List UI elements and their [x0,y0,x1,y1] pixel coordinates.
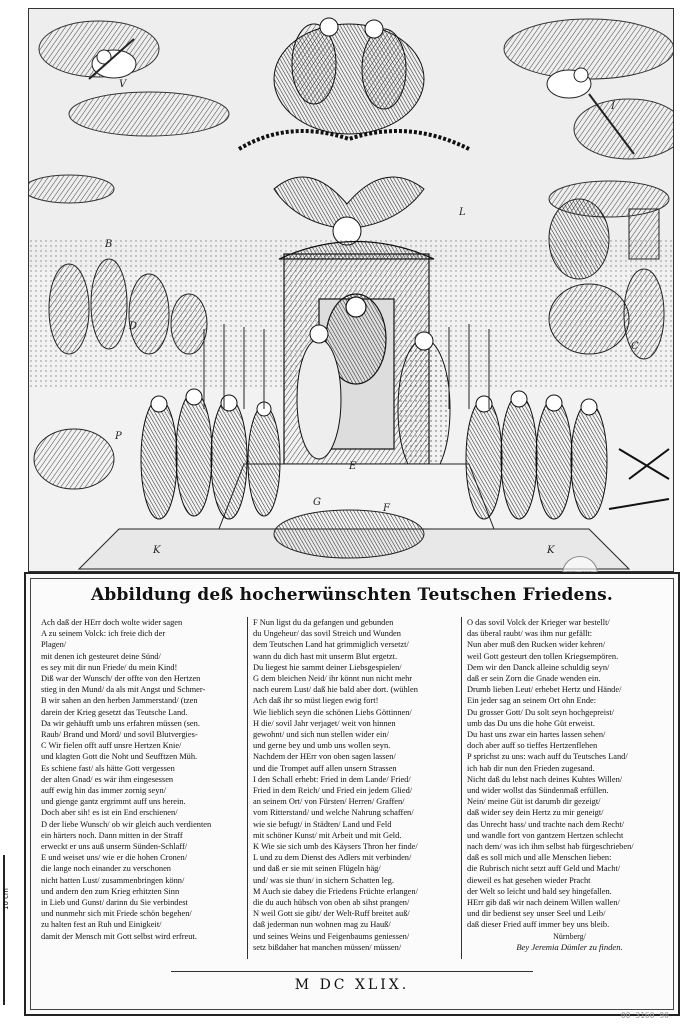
verse-line: weil Gott gesteurt den tollen Kriegsempören. [467,651,619,661]
verse-line: daß dieser Fried auff immer bey uns bleib. [467,920,610,930]
verse-line: und die Trompet auff allen unsern Strassen [253,763,397,773]
verse-line: erweckt er uns auß unserm Sünden-Schlaff/ [41,842,188,852]
verse-line: Nein/ meine Güt ist darumb dir gezeigt/ [467,797,601,807]
verse-line: und wider wollst das Sündenmaß erfüllen. [467,786,609,796]
verse-line: mit schöner Kunst/ mit Arbeit und mit Geld. [253,830,402,840]
plate-letter: E [349,461,357,472]
verse-line: Du liegest hie sammt deiner Liebsgespielen/ [253,662,402,672]
defeated-figures [274,510,424,558]
verse-line: N weil Gott sie gibt/ der Welt-Ruff breitet auß/ [253,909,410,919]
verse-line: Doch aber sih! es ist ein End erschienen/ [41,808,178,818]
column-divider [247,617,248,959]
verse-line: Drumb lieben Leut/ erhebet Hertz und Hände/ [467,685,622,695]
verse-line: Nicht daß du lebst nach deines Kuhtes Willen/ [467,774,623,784]
verse-line: zu halten fest an Ruh und Einigkeit/ [41,920,162,930]
verse-line: die Rubrisch nicht setzt auff Geld und Macht/ [467,864,621,874]
verse-line: M Auch sie dabey die Friedens Früchte erlangen/ [253,886,418,896]
verse-line: C Wir fielen offt auff unsre Hertzen Knie/ [41,741,182,751]
broadsheet-title: Abbildung deß hocherwünschten Teutschen Friedens. [90,585,614,605]
plate-letter: I [611,101,615,112]
verse-line: vom Ritterstand/ und welche Nahrung schaffen/ [253,808,414,818]
verse-line: und gerne bey und umb uns wollen seyn. [253,741,391,751]
plate-letter: V [119,79,127,90]
verse-line: der alten Gnad/ es wär ihm eingesessen [41,774,174,784]
verse-line: daß es soll mich und alle Menschen lieben: [467,853,612,863]
printer-imprint: Bey Jeremia Dümler zu finden. [516,941,623,952]
printer-place: Nürnberg/ [553,931,586,941]
verse-line: und daß er sie mit seinen Flügeln häg/ [253,864,381,874]
verse-line: D der liebe Wunsch/ ob wir gleich auch verdienten [41,819,212,829]
verse-line: Diß war der Wunsch/ der offte von den Hertzen [41,674,201,684]
verse-line: Fried in dem Reich/ und Fried ein jedem Glied/ [253,786,413,796]
engraving-illustration [28,8,674,572]
weapons [609,449,669,509]
column-divider [461,617,462,959]
verse-line: und seines Weins und Feigenbaums geniessen/ [253,931,410,941]
verse-line: und wandle fort von gantzem Hertzen schlecht [467,830,624,840]
verse-line: ein härters noch. Dann mitten in der Straff [41,830,183,840]
verse-line: nach eurem Lust/ daß hie bald aber dort. (wühlen [253,685,418,695]
verse-line: Ein jeder sag an seinem Ort ohn Ende: [467,696,597,706]
verse-line: P sprichst zu uns: wach auff du Teutsches Land/ [467,752,628,762]
plate-letter: F [383,503,390,514]
broadsheet-text [24,572,680,1016]
verse-line: H die/ sovil Jahr verjaget/ weit von hinnen [253,718,396,728]
verse-line: I den Schall erhebt: Fried in dem Lande/ Fried/ [253,774,411,784]
verse-line: Nachdem der HErr von oben sagen lassen/ [253,752,396,762]
verse-line: damit der Mensch mit Gott selbst wird erfreut. [41,931,197,941]
verse-line: L und zu dem Dienst des Adlers mit verbinden/ [253,853,412,863]
plate-letter: K [547,545,555,556]
verse-line: Du hast uns zwar ein hartes lassen sehen/ [467,730,606,740]
verse-line: an seinem Ort/ von Fürsten/ Herren/ Graffen/ [253,797,405,807]
verse-line: wie sie befugt/ in Städten/ Land und Feld [253,819,392,829]
verse-line: ich hab dir nun den Frieden zugesand. [467,763,595,773]
verse-line: auff ewig hin das immer zornig seyn/ [41,786,166,796]
verse-line: Plagen/ [41,640,67,650]
verse-line: HErr gib daß wir nach deinem Willen wallen/ [467,898,620,908]
verse-line: es sey mit dir nun Friede/ du mein Kind! [41,662,178,672]
verse-line: gewohnt/ und sich nun stellen wider ein/ [253,730,389,740]
plate-letter: P [115,431,122,442]
verse-line: doch aber auff so tieffes Hertzenflehen [467,741,598,751]
verse-line: daß jederman nun wohnen mag zu Hauß/ [253,920,391,930]
verse-line: die lange noch einander zu verschonen [41,864,171,874]
verse-line: und dir bedienst sey unser Seel und Leib/ [467,909,606,919]
verse-line: und gienge gantz ergrimmt auff uns herein. [41,797,186,807]
plate-letter: D [129,321,138,332]
verse-line: daß er sein Zorn die Gnade wenden ein. [467,674,601,684]
verse-line: wann du dich hast mit unserm Blut ergetzt. [253,651,398,661]
verse-line: und/ was sie thun/ in sichern Schatten leg. [253,875,394,885]
verse-line: Ach daß ihr so müst liegen ewig fort! [253,696,379,706]
plate-letter: B [105,239,113,250]
verse-line: O das sovil Volck der Krieger war bestellt/ [467,618,610,627]
verse-line: daß wider sey dein Hertz zu mir geneigt/ [467,808,604,818]
verse-line: die du auch hübsch von oben ab sihst prangen/ [253,898,410,908]
verse-line: das Unrecht hass/ und trachte nach dem Recht/ [467,819,624,829]
verse-line: Dem wir den Danck alleine schuldig seyn/ [467,662,610,672]
plate-letter: C [631,341,639,352]
sheet-frame [30,578,674,1010]
verse-line: der Welt so leicht und bald sey hingefallen. [467,886,612,896]
column-1 [41,617,246,942]
verse-line: mit denen ich gesteuret deine Sünd/ [41,651,161,661]
verse-line: setz bißdaher hat manchen müssen/ müssen/ [253,942,402,952]
verse-line: Ach daß der HErr doch wolte wider sagen [41,618,183,627]
verse-line: darein der Krieg gesetzt das Teutsche Land. [41,707,188,717]
verse-line: F Nun ligst du da gefangen und gebunden [253,618,394,627]
verse-line: K Wie sie sich umb des Käysers Thron her finde/ [253,842,418,852]
verse-line: Wie lieblich seyn die schönen Liebs Göttinnen/ [253,707,412,717]
verse-line: du Ungeheur/ das sovil Streich und Wunden [253,629,401,639]
verse-line: E und weiset uns/ wie er die hohen Cronen/ [41,853,188,863]
verse-line: umb das Du uns die hohe Güt erweist. [467,718,595,728]
verse-line: A zu seinem Volck: ich freie dich der [41,629,166,639]
verse-line: und andern den zum Krieg erhitzten Sinn [41,886,180,896]
accession-number: 00 3160 90 [620,1011,669,1020]
verse-line: Da wir gehäufft umb uns erfahren müssen (sen. [41,718,200,728]
verse-line: dem Teutschen Land hat grimmiglich versetzt/ [253,640,409,650]
verse-line: stieg in den Mund/ da als mit Angst und Schmer- [41,685,206,695]
plate-letter: L [459,207,466,218]
verse-line: Raub/ Brand und Mord/ und sovil Blutvergies- [41,730,198,740]
verse-line: dieweil es hat gesehen wieder Pracht [467,875,591,885]
verse-line: B wir sahen an den herben Jammerstand/ (tzen [41,696,198,706]
plate-letter: K [153,545,161,556]
engraving-drawing [29,9,673,571]
verse-line: nicht hatten Lust/ zusammenbringen könn/ [41,875,185,885]
verse-line: Es schiene fast/ als hätte Gott vergessen [41,763,175,773]
verse-line: nach dem/ was ich ihm selbst hab fürgeschrieben/ [467,842,634,852]
verse-line: Nun aber muß den Rucken wider kehren/ [467,640,606,650]
column-2 [253,617,458,953]
verse-line: und nunmehr sich mit Friede schön begehen/ [41,909,192,919]
verse-line: das überal raubt/ was ihm nur gefällt: [467,629,593,639]
plate-letter: G [313,497,321,508]
scale-ruler [3,855,13,1005]
verse-line: G dem bleichen Neid/ ihr könnt nun nicht mehr [253,674,413,684]
column-3 [467,617,672,953]
scale-label: 10 cm [2,888,10,910]
verse-line: in Lieb und Gunst/ darinn du Sie verbindest [41,898,188,908]
verse-line: und klagten Gott die Noht und Seufftzen Müh. [41,752,198,762]
verse-line: Du grosser Gott/ Du solt seyn hochgepreist/ [467,707,615,717]
reclining-figure [34,429,114,489]
publication-year: M DC XLIX. [171,971,533,998]
